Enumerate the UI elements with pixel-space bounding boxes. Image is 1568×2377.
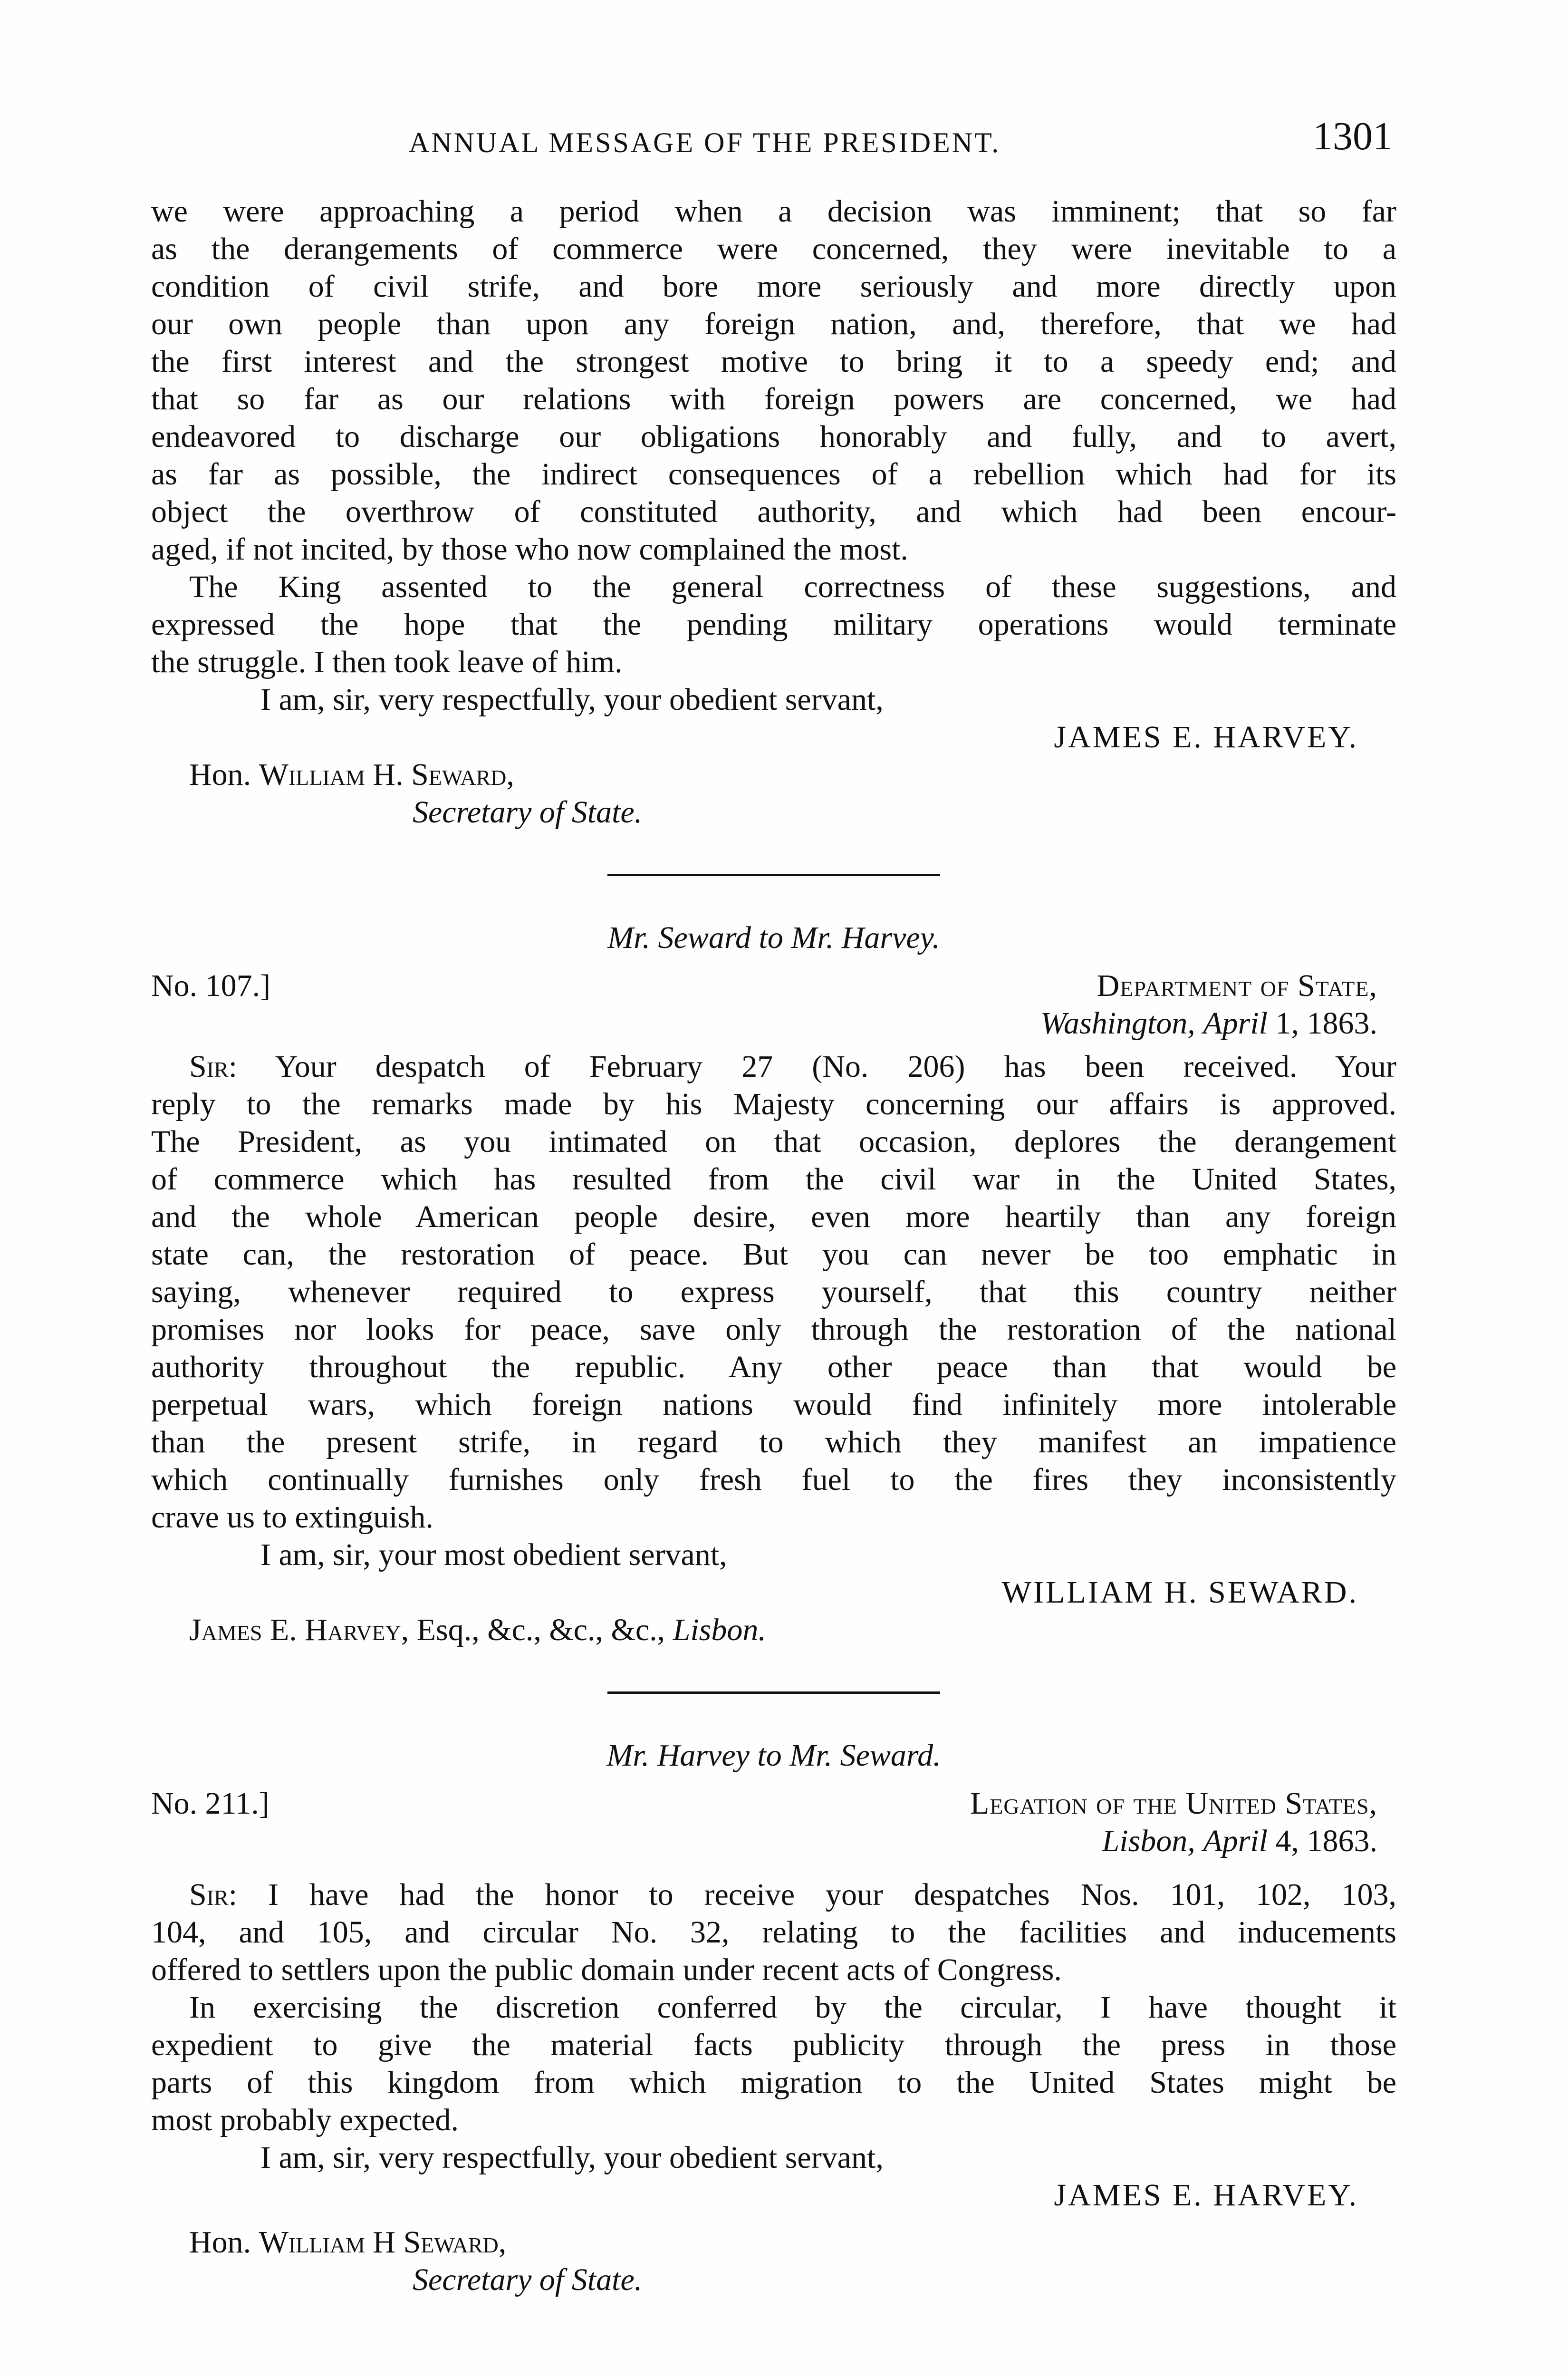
month: April xyxy=(1203,1006,1268,1041)
addressee-place: Lisbon. xyxy=(673,1613,766,1647)
text-line: and the whole American people desire, even more heartily than any foreign xyxy=(151,1199,1396,1234)
addressee-prefix: Hon. xyxy=(189,2225,251,2260)
letter1-signature: JAMES E. HARVEY. xyxy=(1054,720,1358,754)
letter2-signature: WILLIAM H. SEWARD. xyxy=(1001,1575,1358,1610)
letter3-signature: JAMES E. HARVEY. xyxy=(1054,2178,1358,2213)
text-line xyxy=(151,1048,1396,1085)
addressee-name: William H. Seward, xyxy=(259,757,514,792)
text-line: expressed the hope that the pending military operations would terminate xyxy=(151,607,1396,642)
text-line-rest: : Your despatch of February 27 (No. 206) has been received. Your xyxy=(228,1049,1396,1084)
letter1-paragraph-2-cont xyxy=(151,606,1396,681)
letter3-date xyxy=(970,1822,1377,1860)
salutation: Sir xyxy=(189,1877,229,1912)
text-line: perpetual wars, which foreign nations would find infinitely more intolerable xyxy=(151,1387,1396,1422)
text-line: that so far as our relations with foreign powers are concerned, we had xyxy=(151,382,1396,416)
text-line: which continually furnishes only fresh fuel to the fires they inconsistently xyxy=(151,1462,1396,1497)
text-line: endeavored to discharge our obligations honorably and fully, and to avert, xyxy=(151,419,1396,454)
addressee-prefix: Hon. xyxy=(189,757,251,792)
text-line: The King assented to the general correctness of these suggestions, and xyxy=(189,570,1396,604)
city: Washington, xyxy=(1040,1006,1195,1041)
letter1-closing: I am, sir, very respectfully, your obedient servant, xyxy=(260,682,884,717)
addressee-name: William H Seward, xyxy=(259,2225,507,2260)
addressee-name: James E. Harvey, xyxy=(189,1613,409,1647)
letter1-paragraph-1 xyxy=(151,193,1396,568)
text-line xyxy=(151,1876,1396,1913)
text-line: saying, whenever required to express yourself, that this country neither xyxy=(151,1275,1396,1309)
letter3-paragraph-1 xyxy=(151,1876,1396,1989)
sender-office: Legation of the United States, xyxy=(970,1786,1377,1821)
letter3-place xyxy=(970,1785,1377,1860)
letter3-addressee xyxy=(151,2223,1396,2299)
salutation: Sir xyxy=(189,1049,229,1084)
letter2-date xyxy=(1040,1005,1377,1042)
text-line: The President, as you intimated on that occasion, deplores the derangement xyxy=(151,1124,1396,1159)
text-line: the first interest and the strongest motive to bring it to a speedy end; and xyxy=(151,344,1396,379)
text-line: parts of this kingdom from which migration to the United States might be xyxy=(151,2065,1396,2100)
running-head: ANNUAL MESSAGE OF THE PRESIDENT. xyxy=(409,127,1001,158)
despatch-number: No. 211.] xyxy=(151,1786,269,1821)
letter3-heading: Mr. Harvey to Mr. Seward. xyxy=(606,1738,941,1773)
text-line: the struggle. I then took leave of him. xyxy=(151,645,623,679)
text-line: offered to settlers upon the public domain under recent acts of Congress. xyxy=(151,1952,1062,1987)
page-body xyxy=(151,193,1396,2299)
addressee-title: Secretary of State. xyxy=(413,2262,643,2297)
text-line-rest: : I have had the honor to receive your despatches Nos. 101, 102, 103, xyxy=(228,1877,1396,1912)
text-line: our own people than upon any foreign nation, and, therefore, that we had xyxy=(151,307,1396,341)
text-line: expedient to give the material facts publicity through the press in those xyxy=(151,2028,1396,2062)
letter2-addressee xyxy=(151,1611,1396,1649)
letter1-paragraph-2 xyxy=(151,568,1396,606)
text-line: 104, and 105, and circular No. 32, relating to the facilities and inducements xyxy=(151,1915,1396,1950)
text-line: state can, the restoration of peace. But you can never be too emphatic in xyxy=(151,1237,1396,1272)
addressee-title: Secretary of State. xyxy=(413,795,643,830)
addressee-suffix: Esq., &c., &c., &c., xyxy=(416,1613,665,1647)
text-line: we were approaching a period when a decision was imminent; that so far xyxy=(151,194,1396,229)
text-line: than the present strife, in regard to which they manifest an impatience xyxy=(151,1425,1396,1459)
page-number: 1301 xyxy=(1313,114,1393,158)
letter2-heading: Mr. Seward to Mr. Harvey. xyxy=(607,920,940,955)
despatch-number: No. 107.] xyxy=(151,968,271,1003)
month: April xyxy=(1203,1824,1268,1858)
letter2-closing: I am, sir, your most obedient servant, xyxy=(260,1537,727,1572)
letter3-paragraph-2 xyxy=(151,1989,1396,2139)
text-line: condition of civil strife, and bore more seriously and more directly upon xyxy=(151,269,1396,304)
text-line: crave us to extinguish. xyxy=(151,1500,433,1535)
letter2-place xyxy=(1040,967,1377,1042)
letter3-dateline xyxy=(151,1785,1396,1865)
text-line: as far as possible, the indirect consequences of a rebellion which had for its xyxy=(151,457,1396,492)
day-year: 4, 1863. xyxy=(1275,1824,1377,1858)
text-line: object the overthrow of constituted authority, and which had been encour- xyxy=(151,494,1396,529)
letter3-closing: I am, sir, very respectfully, your obedient servant, xyxy=(260,2140,884,2175)
text-line: In exercising the discretion conferred by the circular, I have thought it xyxy=(189,1990,1396,2025)
text-line: as the derangements of commerce were concerned, they were inevitable to a xyxy=(151,232,1396,266)
page-header xyxy=(152,113,1402,170)
text-line: authority throughout the republic. Any other peace than that would be xyxy=(151,1350,1396,1384)
letter2-body xyxy=(151,1048,1396,1536)
city: Lisbon, xyxy=(1102,1824,1195,1858)
letter1-addressee xyxy=(151,756,1396,831)
text-line: reply to the remarks made by his Majesty concerning our affairs is approved. xyxy=(151,1087,1396,1121)
text-line: of commerce which has resulted from the civil war in the United States, xyxy=(151,1162,1396,1197)
sender-office: Department of State, xyxy=(1097,968,1377,1003)
letter2-dateline xyxy=(151,967,1396,1048)
text-line: promises nor looks for peace, save only through the restoration of the national xyxy=(151,1312,1396,1347)
text-line: most probably expected. xyxy=(151,2103,459,2137)
day-year: 1, 1863. xyxy=(1275,1006,1377,1041)
text-line: aged, if not incited, by those who now complained the most. xyxy=(151,532,908,567)
